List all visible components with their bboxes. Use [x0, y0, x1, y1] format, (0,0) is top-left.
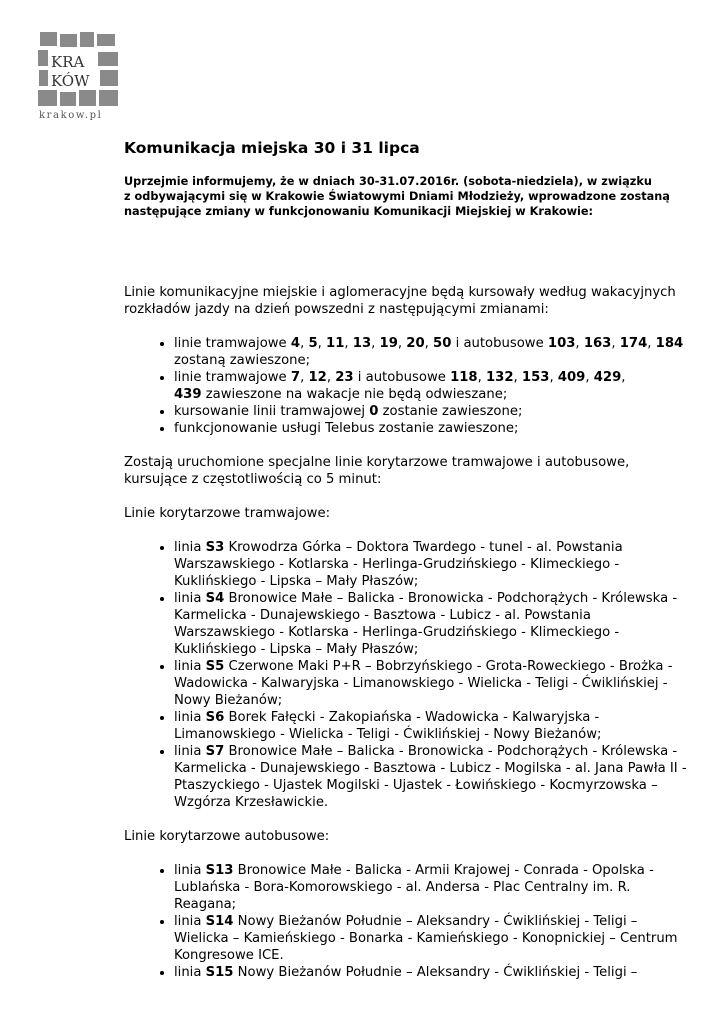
- page-title: Komunikacja miejska 30 i 31 lipca: [124, 139, 420, 157]
- list-item: • linia S4 Bronowice Małe – Balicka - Bronowicka - Podchorążych - Królewska - Karmelicka - Dunajewskiego - Basztowa - Lubicz - al. Powstania Warszawskiego - Kotlarska - Herlinga-Grudzińskiego - Klimeckiego - Kuklińskiego - Lipska – Mały Płaszów;: [174, 590, 704, 658]
- svg-text:KRA: KRA: [51, 53, 85, 71]
- list-item: • linie tramwajowe 4, 5, 11, 13, 19, 20, 50 i autobusowe 103, 163, 174, 184 zostaną zawieszone;: [174, 335, 704, 369]
- paragraph-special-lines: Zostają uruchomione specjalne linie korytarzowe tramwajowe i autobusowe, kursujące z częstotliwością co 5 minut:: [124, 455, 630, 487]
- bus-lines-list: [124, 862, 704, 981]
- krakow-logo: [36, 30, 126, 122]
- changes-list: [124, 335, 704, 437]
- list-item: • linia S14 Nowy Bieżanów Południe – Aleksandry - Ćwiklińskiej - Teligi – Wielicka – Kamieńskiego - Bonarka - Kamieńskiego - Konopnickiej – Centrum Kongresowe ICE.: [174, 913, 704, 964]
- paragraph-schedule: Linie komunikacyjne miejskie i aglomeracyjne będą kursowały według wakacyjnych rozkładów jazdy na dzień powszedni z następującymi zmianami:: [124, 285, 676, 317]
- tram-lines-list: [124, 539, 704, 811]
- tram-heading: Linie korytarzowe tramwajowe:: [124, 506, 331, 521]
- svg-text:KÓW: KÓW: [51, 72, 90, 90]
- bus-heading: Linie korytarzowe autobusowe:: [124, 829, 330, 844]
- list-item: • linia S13 Bronowice Małe - Balicka - Armii Krajowej - Conrada - Opolska - Lublańska - Bora-Komorowskiego - al. Andersa - Plac Centralny im. R. Reagana;: [174, 862, 704, 913]
- list-item: • funkcjonowanie usługi Telebus zostanie zawieszone;: [174, 420, 704, 437]
- list-item: • kursowanie linii tramwajowej 0 zostanie zawieszone;: [174, 403, 704, 420]
- list-item: • linia S6 Borek Fałęcki - Zakopiańska - Wadowicka - Kalwaryjska - Limanowskiego - Wielicka - Teligi - Ćwiklińskiej - Nowy Bieżanów;: [174, 709, 704, 743]
- document-body: [124, 138, 704, 981]
- list-item: • linia S3 Krowodrza Górka – Doktora Twardego - tunel - al. Powstania Warszawskiego - Kotlarska - Herlinga-Grudzińskiego - Klimeckiego - Kuklińskiego - Lipska – Mały Płaszów;: [174, 539, 704, 590]
- list-item: • linia S15 Nowy Bieżanów Południe – Aleksandry - Ćwiklińskiej - Teligi –: [174, 964, 704, 981]
- list-item: • linia S5 Czerwone Maki P+R – Bobrzyńskiego - Grota-Roweckiego - Brożka - Wadowicka - Kalwaryjska - Limanowskiego - Wielicka - Teligi - Ćwiklińskiej - Nowy Bieżanów;: [174, 658, 704, 709]
- list-item: • linie tramwajowe 7, 12, 23 i autobusowe 118, 132, 153, 409, 429, 439 zawieszone na wakacje nie będą odwieszane;: [174, 369, 704, 403]
- list-item: • linia S7 Bronowice Małe – Balicka - Bronowicka - Podchorążych - Królewska - Karmelicka - Dunajewskiego - Basztowa - Lubicz - Mogilska - al. Jana Pawła II - Ptaszyckiego - Ujastek Mogilski - Ujastek - Łowińskiego - Kocmyrzowska – Wzgórza Krzesławickie.: [174, 743, 704, 811]
- intro-paragraph: Uprzejmie informujemy, że w dniach 30-31.07.2016r. (sobota-niedziela), w związku z odbywającymi się w Krakowie Światowymi Dniami Młodzieży, wprowadzone zostaną następujące zmiany w funkcjonowaniu Komunikacji Miejskiej w Krakowie:: [124, 175, 670, 218]
- logo-url: krakow.pl: [39, 110, 103, 121]
